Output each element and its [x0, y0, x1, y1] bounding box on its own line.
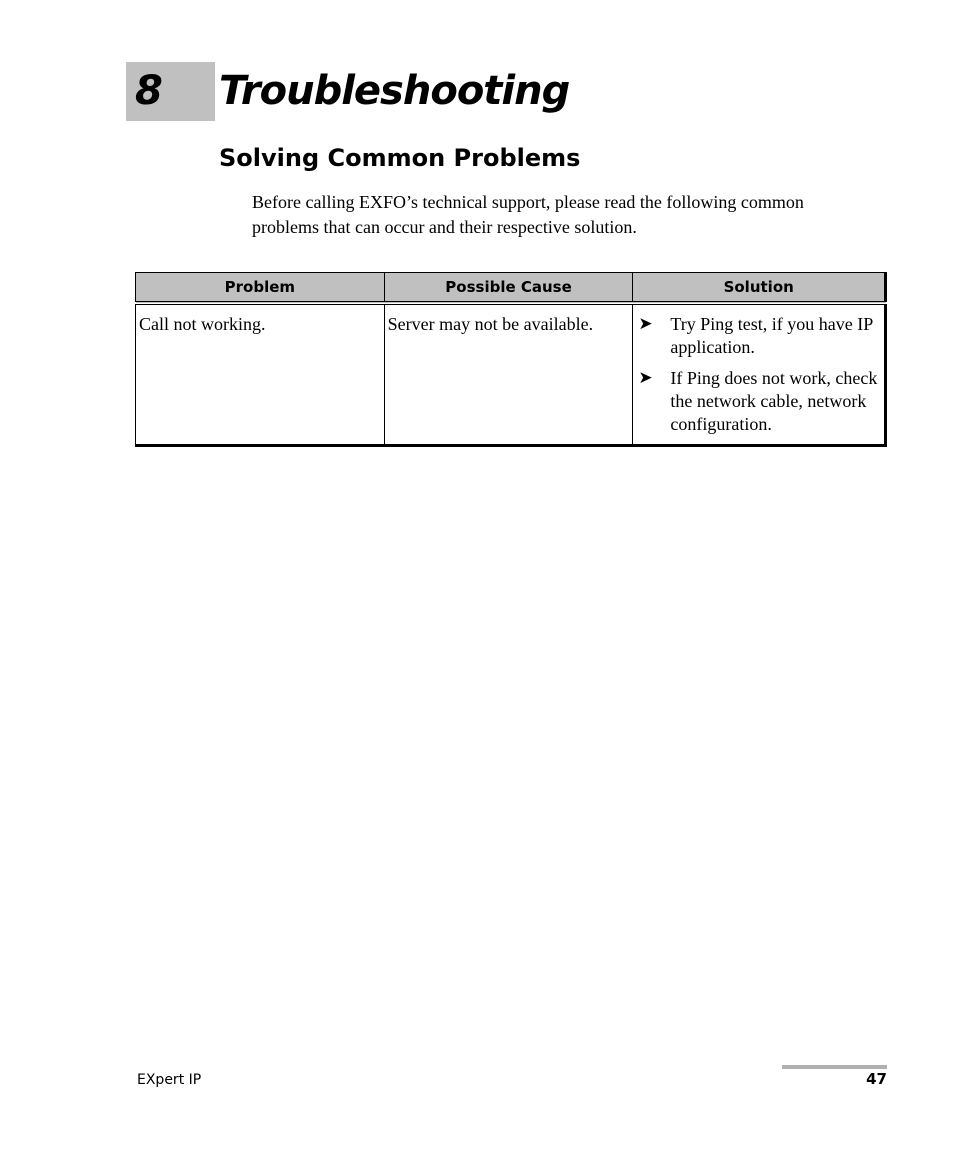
intro-paragraph: Before calling EXFO’s technical support, please read the following common problems that can occur and their respective solution.: [252, 192, 804, 237]
chapter-title: Troubleshooting: [219, 68, 570, 114]
cell-problem: Call not working.: [136, 303, 385, 446]
chapter-number: 8: [135, 68, 163, 114]
section-heading: Solving Common Problems: [219, 144, 581, 172]
solution-text: If Ping does not work, check the network cable, network configuration.: [670, 368, 878, 434]
table-row: [136, 303, 886, 446]
arrowhead-right-icon: ➤: [638, 368, 653, 388]
troubleshooting-table: [135, 272, 887, 447]
header-possible-cause: Possible Cause: [384, 273, 633, 304]
table-header-row: [136, 273, 886, 304]
solution-list: [636, 313, 881, 436]
footer-product-name: EXpert IP: [137, 1072, 202, 1088]
cell-solution: [633, 303, 886, 446]
list-item: [636, 313, 881, 359]
list-item: [636, 367, 881, 436]
solution-text: Try Ping test, if you have IP application.: [670, 314, 873, 357]
header-solution: Solution: [633, 273, 886, 304]
arrowhead-right-icon: ➤: [638, 314, 653, 334]
page-number: 47: [866, 1070, 887, 1088]
cell-cause: Server may not be available.: [384, 303, 633, 446]
header-problem: Problem: [136, 273, 385, 304]
